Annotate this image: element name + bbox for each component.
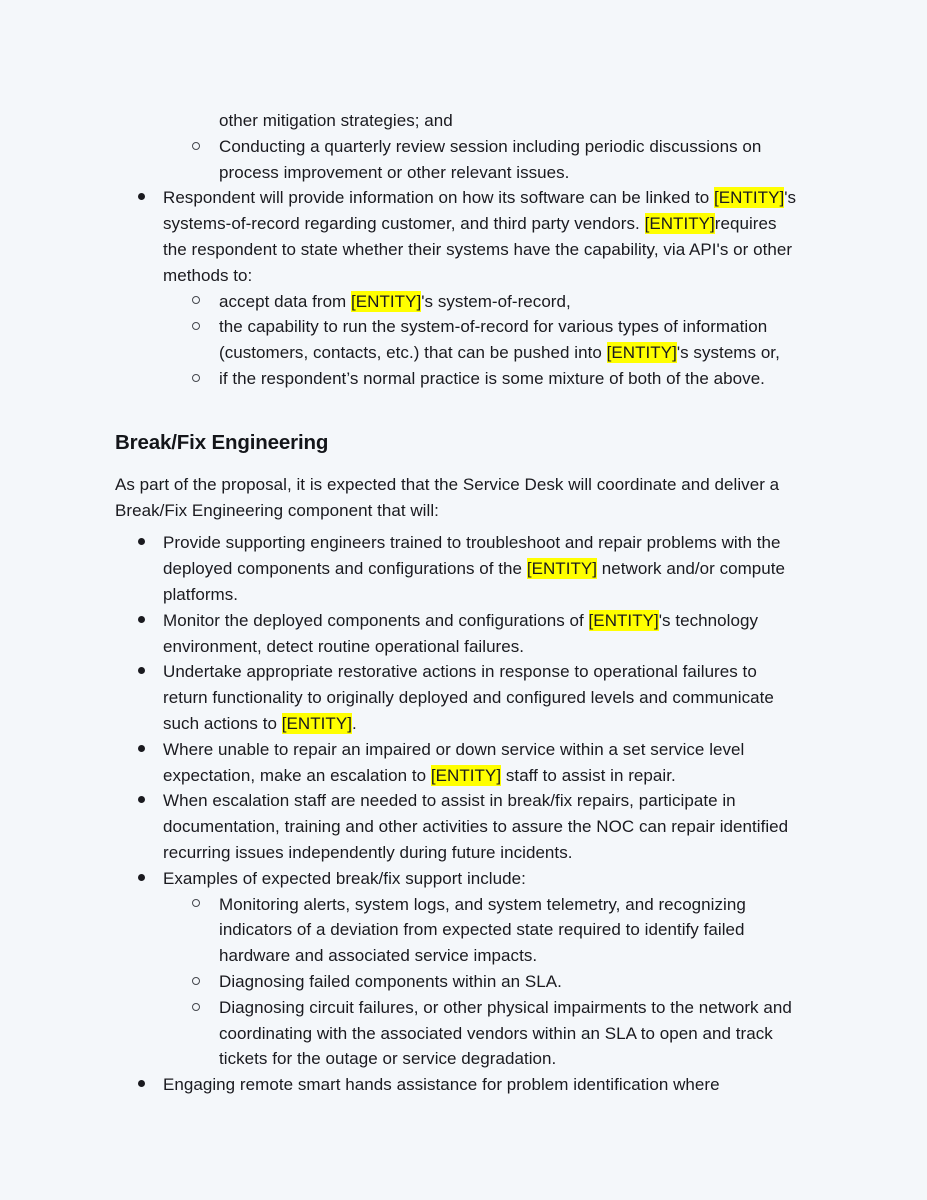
text-fragment: Provide supporting engineers trained to troubleshoot and repair problems with the deployed components and configurations of the: [163, 533, 781, 579]
entity-highlight: [ENTITY]: [281, 713, 352, 733]
hollow-bullet-icon: [192, 134, 200, 160]
filled-bullet-icon: [138, 1072, 145, 1098]
text-fragment: 's systems-of-record regarding customer, and third party vendors.: [163, 188, 797, 234]
text-fragment: Monitor the deployed components and configurations of: [163, 610, 589, 630]
text-fragment: 's technology environment, detect routine operational failures.: [163, 610, 758, 656]
spacer: [115, 523, 797, 530]
filled-bullet-icon: [138, 185, 145, 211]
list-item: [163, 366, 797, 392]
item-monitor-components: [163, 608, 797, 660]
hollow-bullet-icon: [192, 366, 200, 392]
list-item: [163, 892, 797, 969]
list-item: [163, 314, 797, 366]
entity-highlight: [ENTITY]: [430, 765, 502, 785]
text-fragment: network and/or compute platforms.: [163, 559, 786, 604]
top-list: [115, 185, 797, 391]
sub-item-accept-data: [219, 289, 797, 315]
entity-highlight: [ENTITY]: [526, 559, 598, 579]
filled-bullet-icon: [138, 608, 145, 634]
page-title: Break/Fix Engineering: [115, 430, 329, 454]
hollow-bullet-icon: [192, 289, 200, 315]
list-item: [163, 969, 797, 995]
filled-bullet-icon: [138, 530, 145, 556]
respondent-sublist: [163, 289, 797, 392]
text-fragment: .: [351, 713, 357, 733]
list-item: [115, 659, 797, 736]
entity-highlight: [ENTITY]: [714, 188, 785, 208]
text-fragment: 's systems or,: [676, 343, 780, 363]
list-item: [163, 995, 797, 1072]
list-item: [115, 1072, 797, 1098]
filled-bullet-icon: [138, 659, 145, 685]
text-fragment: Undertake appropriate restorative actions in response to operational failures to return functionality to originally deployed and configured levels and communicate such actions to: [163, 662, 774, 733]
examples-sublist: [163, 892, 797, 1073]
filled-bullet-icon: [138, 788, 145, 814]
item-smart-hands: Engaging remote smart hands assistance for problem identification where: [163, 1075, 720, 1095]
entity-highlight: [ENTITY]: [644, 214, 715, 234]
sub-item-monitoring-alerts: Monitoring alerts, system logs, and system telemetry, and recognizing indicators of a deviation from expected state required to identify failed hardware and associated service impacts.: [219, 894, 746, 966]
hollow-bullet-icon: [192, 995, 200, 1021]
text-fragment: 's system-of-record,: [421, 291, 571, 311]
list-item: [115, 737, 797, 789]
list-item: [115, 608, 797, 660]
item-escalation-repair: [163, 737, 797, 789]
breakfix-list: [115, 530, 797, 1098]
text-fragment: the capability to run the system-of-record for various types of information (customers, contacts, etc.) that can be pushed into: [219, 317, 768, 363]
sub-item-quarterly-review: Conducting a quarterly review session including periodic discussions on process improvement or other relevant issues.: [219, 136, 762, 182]
document-body: [115, 108, 797, 1098]
item-provide-engineers: [163, 530, 797, 607]
list-item: [163, 134, 797, 186]
spacer: [115, 392, 797, 430]
list-item: [163, 289, 797, 315]
spacer: [115, 456, 797, 472]
list-item: [115, 788, 797, 865]
sub-item-capability-run: [219, 314, 797, 366]
text-fragment: Respondent will provide information on how its software can be linked to: [163, 188, 714, 208]
entity-highlight: [ENTITY]: [351, 291, 422, 311]
sub-item-diagnosing-circuits: Diagnosing circuit failures, or other physical impairments to the network and coordinating with the associated vendors within an SLA to open and track tickets for the outage or service degradation.: [219, 997, 792, 1069]
hollow-bullet-icon: [192, 892, 200, 918]
top-sublist: [163, 134, 797, 186]
item-examples-header: Examples of expected break/fix support include:: [163, 868, 526, 888]
intro-paragraph: As part of the proposal, it is expected that the Service Desk will coordinate and deliver a Break/Fix Engineering component that will:: [115, 474, 780, 520]
text-fragment: requires the respondent to state whether their systems have the capability, via API's or other methods to:: [163, 214, 793, 285]
hollow-bullet-icon: [192, 314, 200, 340]
entity-highlight: [ENTITY]: [588, 610, 659, 630]
continuation-line: other mitigation strategies; and: [219, 111, 453, 130]
hollow-bullet-icon: [192, 969, 200, 995]
filled-bullet-icon: [138, 737, 145, 763]
sub-item-mixture: if the respondent’s normal practice is some mixture of both of the above.: [219, 368, 765, 388]
item-undertake-restorative: [163, 659, 797, 736]
list-item: [115, 866, 797, 1072]
entity-highlight: [ENTITY]: [606, 343, 677, 363]
item-escalation-staff: When escalation staff are needed to assist in break/fix repairs, participate in documentation, training and other activities to assure the NOC can repair identified recurring issues independently during future incidents.: [163, 791, 789, 862]
text-fragment: Where unable to repair an impaired or down service within a set service level expectation, make an escalation to: [163, 739, 745, 785]
filled-bullet-icon: [138, 866, 145, 892]
list-item: [115, 185, 797, 391]
sub-item-diagnosing-components: Diagnosing failed components within an SLA.: [219, 971, 562, 991]
item-respondent-information: [163, 185, 797, 288]
list-item: [115, 530, 797, 607]
text-fragment: staff to assist in repair.: [501, 765, 676, 785]
text-fragment: accept data from: [219, 291, 352, 311]
